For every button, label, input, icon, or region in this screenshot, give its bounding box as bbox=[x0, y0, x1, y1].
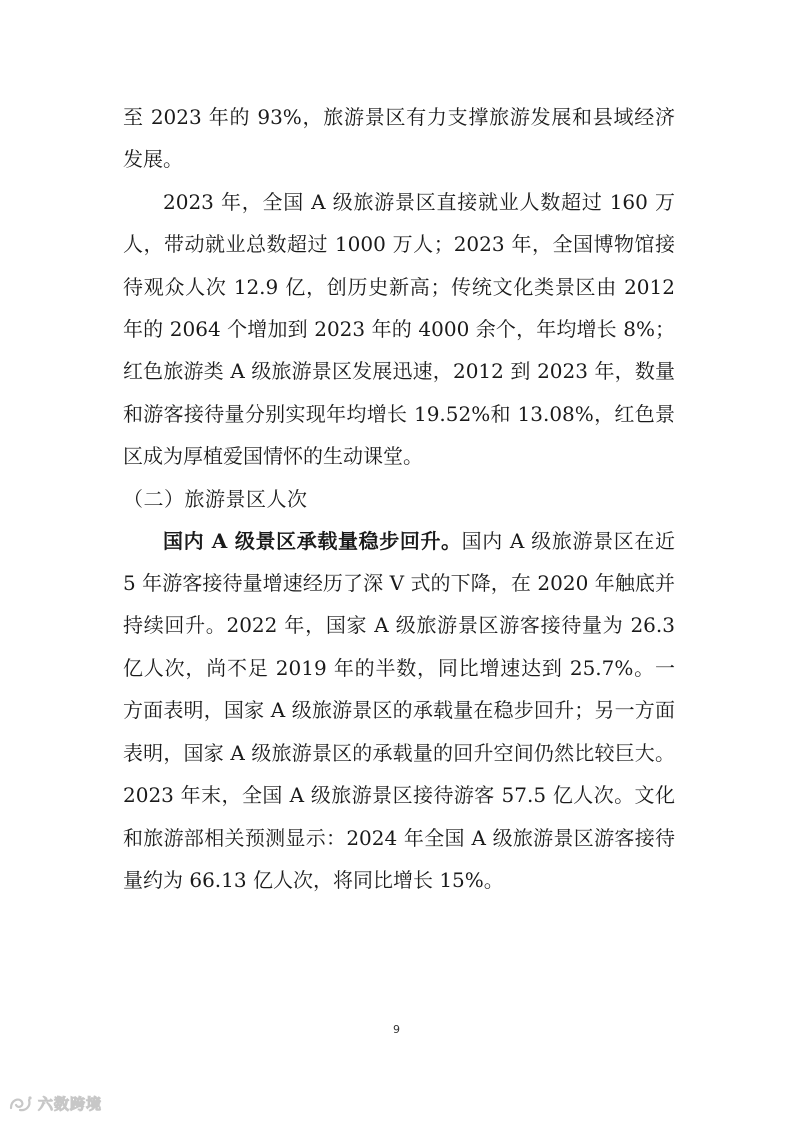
paragraph-lead-sentence: 国内 A 级景区承载量稳步回升。 bbox=[163, 528, 462, 553]
section-heading: （二）旅游景区人次 bbox=[123, 486, 308, 511]
paragraph-continuation: 至 2023 年的 93%，旅游景区有力支撑旅游发展和县域经济发展。 bbox=[123, 105, 675, 172]
paragraph-employment: 2023 年，全国 A 级旅游景区直接就业人数超过 160 万人，带动就业总数超过 1000 万人；2023 年，全国博物馆接待观众人次 12.9 亿，创历史新高；传统文化类景区由 2012 年的 2064 个增加到 2023 年的 4000 余个，年均增长 8%；红色旅游类 A 级旅游景区发展迅速，2012 到 2023 年，数量和游客接待量分别实现年均增长 19.52%和 13.08%，红色景区成为厚植爱国情怀的生动课堂。 bbox=[123, 189, 675, 469]
document-body bbox=[123, 96, 675, 901]
page-number: 9 bbox=[393, 1023, 400, 1036]
logo-swirl-icon bbox=[8, 1094, 34, 1114]
paragraph-visitors-body: 国内 A 级旅游景区在近 5 年游客接待量增速经历了深 V 式的下降，在 2020 年触底并持续回升。2022 年，国家 A 级旅游景区游客接待量为 26.3 亿人次，尚不足 2019 年的半数，同比增速达到 25.7%。一方面表明，国家 A 级旅游景区的承载量在稳步回升；另一方面表明，国家 A 级旅游景区的承载量的回升空间仍然比较巨大。2023 年末，全国 A 级旅游景区接待游客 57.5 亿人次。文化和旅游部相关预测显示：2024 年全国 A 级旅游景区游客接待量约为 66.13 亿人次，将同比增长 15%。 bbox=[123, 528, 675, 892]
watermark-text: 六数跨境 bbox=[38, 1095, 103, 1113]
watermark bbox=[8, 1093, 102, 1114]
paragraph-visitors bbox=[123, 520, 675, 902]
